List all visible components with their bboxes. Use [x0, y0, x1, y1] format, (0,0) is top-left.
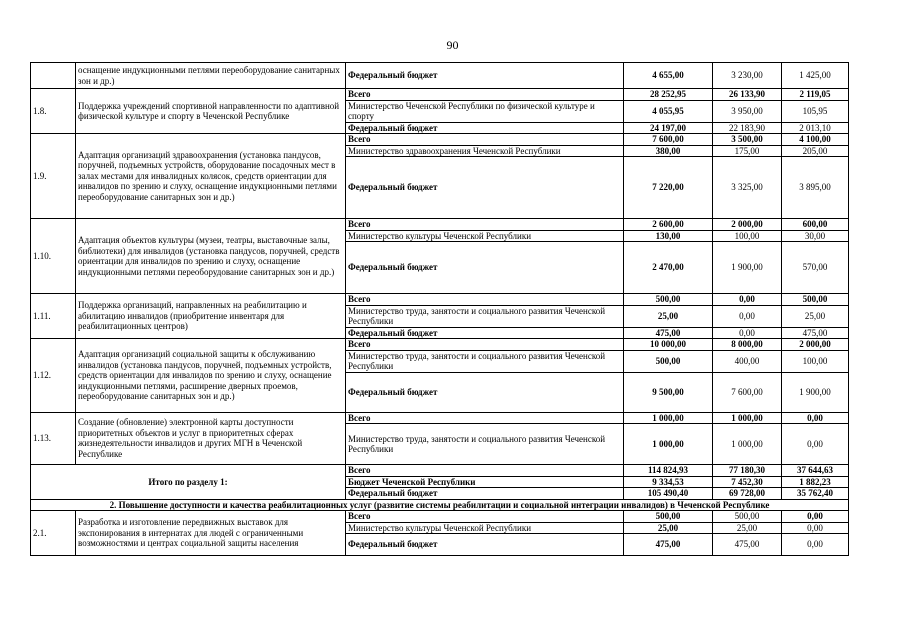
value-total: 25,00: [624, 522, 713, 534]
value-year-1: 475,00: [713, 534, 782, 556]
value-year-2: 1 882,23: [782, 476, 849, 488]
value-total: 114 824,93: [624, 465, 713, 477]
row-number: 1.10.: [31, 219, 76, 294]
value-year-2: 2 000,00: [782, 339, 849, 351]
funding-source: Министерство труда, занятости и социального развития Чеченской Республики: [346, 424, 624, 465]
section-total-label: Итого по разделу 1:: [31, 465, 346, 500]
value-year-1: 77 180,30: [713, 465, 782, 477]
funding-source: Всего: [346, 511, 624, 523]
funding-source: Бюджет Чеченской Республики: [346, 476, 624, 488]
value-total: 1 000,00: [624, 412, 713, 424]
value-total: 10 000,00: [624, 339, 713, 351]
value-year-2: 100,00: [782, 350, 849, 372]
value-total: 4 655,00: [624, 63, 713, 89]
measure-description: Разработка и изготовление передвижных выставок для экспонирования в интернатах для людей с ограниченными возможностями и центрах социальной защиты населения: [76, 511, 346, 556]
row-number: 2.1.: [31, 511, 76, 556]
value-total: 500,00: [624, 350, 713, 372]
value-year-1: 175,00: [713, 145, 782, 157]
value-year-2: 25,00: [782, 305, 849, 327]
value-year-1: 22 183,90: [713, 122, 782, 134]
value-year-1: 1 900,00: [713, 242, 782, 294]
value-total: 500,00: [624, 511, 713, 523]
table-row: [31, 134, 849, 146]
value-year-1: 3 500,00: [713, 134, 782, 146]
table-row: [31, 465, 849, 477]
funding-source: Федеральный бюджет: [346, 242, 624, 294]
funding-source: Министерство здравоохранения Чеченской Республики: [346, 145, 624, 157]
value-year-1: 100,00: [713, 230, 782, 242]
funding-source: Всего: [346, 294, 624, 306]
value-year-2: 0,00: [782, 534, 849, 556]
row-number: 1.11.: [31, 294, 76, 339]
page-number: 90: [446, 38, 459, 52]
value-year-1: 3 325,00: [713, 157, 782, 219]
value-year-1: 7 600,00: [713, 372, 782, 412]
row-number: 1.12.: [31, 339, 76, 413]
value-year-1: 1 000,00: [713, 412, 782, 424]
value-total: 130,00: [624, 230, 713, 242]
value-year-1: 0,00: [713, 305, 782, 327]
value-total: 2 470,00: [624, 242, 713, 294]
value-total: 475,00: [624, 534, 713, 556]
value-year-2: 37 644,63: [782, 465, 849, 477]
table-row: [31, 89, 849, 101]
budget-table: [30, 62, 849, 556]
value-total: 2 600,00: [624, 219, 713, 231]
value-year-1: 2 000,00: [713, 219, 782, 231]
value-year-1: 400,00: [713, 350, 782, 372]
value-year-1: 69 728,00: [713, 488, 782, 500]
value-year-2: 2 013,10: [782, 122, 849, 134]
value-total: 24 197,00: [624, 122, 713, 134]
funding-source: Федеральный бюджет: [346, 327, 624, 339]
value-year-1: 25,00: [713, 522, 782, 534]
value-year-1: 3 950,00: [713, 100, 782, 122]
value-year-2: 4 100,00: [782, 134, 849, 146]
value-year-2: 0,00: [782, 522, 849, 534]
value-total: 105 490,40: [624, 488, 713, 500]
value-year-2: 30,00: [782, 230, 849, 242]
value-year-1: 8 000,00: [713, 339, 782, 351]
value-total: 7 600,00: [624, 134, 713, 146]
table-row: [31, 511, 849, 523]
value-total: 475,00: [624, 327, 713, 339]
value-total: 4 055,95: [624, 100, 713, 122]
value-total: 28 252,95: [624, 89, 713, 101]
value-year-2: 205,00: [782, 145, 849, 157]
value-year-2: 1 900,00: [782, 372, 849, 412]
value-year-2: 500,00: [782, 294, 849, 306]
funding-source: Федеральный бюджет: [346, 372, 624, 412]
funding-source: Министерство труда, занятости и социального развития Чеченской Республики: [346, 305, 624, 327]
table-row: [31, 339, 849, 351]
value-year-1: 500,00: [713, 511, 782, 523]
funding-source: Всего: [346, 89, 624, 101]
value-year-1: 26 133,90: [713, 89, 782, 101]
value-year-1: 0,00: [713, 327, 782, 339]
table-row: [31, 219, 849, 231]
funding-source: Всего: [346, 339, 624, 351]
value-total: 9 500,00: [624, 372, 713, 412]
measure-description: Адаптация организаций здравоохранения (установка пандусов, поручней, подъемных устройств, оборудование посадочных мест в залах местами для инвалидных колясок, средств ориентации для инвалидов по зрению и слуху, оснащение индукционными петлями переоборудование санитарных зон и др.): [76, 134, 346, 219]
value-year-2: 2 119,05: [782, 89, 849, 101]
funding-source: Федеральный бюджет: [346, 534, 624, 556]
table-row: [31, 412, 849, 424]
row-number: 1.13.: [31, 412, 76, 465]
funding-source: Министерство труда, занятости и социального развития Чеченской Республики: [346, 350, 624, 372]
value-total: 7 220,00: [624, 157, 713, 219]
funding-source: Всего: [346, 219, 624, 231]
funding-source: Всего: [346, 412, 624, 424]
value-year-1: 1 000,00: [713, 424, 782, 465]
measure-description: Адаптация объектов культуры (музеи, театры, выставочные залы, библиотеки) для инвалидов (установка пандусов, поручней, средств ориентации для инвалидов по зрению и слуху, оснащение индукционными петлями переоборудование санитарных зон и др.): [76, 219, 346, 294]
table-row: [31, 63, 849, 89]
value-year-2: 600,00: [782, 219, 849, 231]
value-year-1: 3 230,00: [713, 63, 782, 89]
row-number: 1.9.: [31, 134, 76, 219]
value-year-1: 7 452,30: [713, 476, 782, 488]
value-year-2: 475,00: [782, 327, 849, 339]
value-year-2: 0,00: [782, 424, 849, 465]
value-year-2: 3 895,00: [782, 157, 849, 219]
funding-source: Федеральный бюджет: [346, 122, 624, 134]
measure-description: Поддержка учреждений спортивной направленности по адаптивной физической культуре и спорту в Чеченской Республике: [76, 89, 346, 134]
value-year-2: 105,95: [782, 100, 849, 122]
row-number: 1.8.: [31, 89, 76, 134]
value-total: 1 000,00: [624, 424, 713, 465]
funding-source: Федеральный бюджет: [346, 63, 624, 89]
value-total: 380,00: [624, 145, 713, 157]
table-row: [31, 499, 849, 511]
value-total: 500,00: [624, 294, 713, 306]
value-year-2: 35 762,40: [782, 488, 849, 500]
measure-description: Создание (обновление) электронной карты доступности приоритетных объектов и услуг в приоритетных сферах жизнедеятельности инвалидов и других МГН в Чеченской Республике: [76, 412, 346, 465]
measure-description: оснащение индукционными петлями переоборудование санитарных зон и др.): [76, 63, 346, 89]
funding-source: Министерство культуры Чеченской Республики: [346, 230, 624, 242]
value-year-2: 570,00: [782, 242, 849, 294]
section-heading: 2. Повышение доступности и качества реабилитационных услуг (развитие системы реабилитации и социальной интеграции инвалидов) в Чеченской Республике: [31, 499, 849, 511]
funding-source: Федеральный бюджет: [346, 157, 624, 219]
value-year-2: 1 425,00: [782, 63, 849, 89]
table-row: [31, 294, 849, 306]
value-year-2: 0,00: [782, 511, 849, 523]
value-year-2: 0,00: [782, 412, 849, 424]
value-total: 25,00: [624, 305, 713, 327]
funding-source: Министерство культуры Чеченской Республики: [346, 522, 624, 534]
value-year-1: 0,00: [713, 294, 782, 306]
funding-source: Всего: [346, 134, 624, 146]
row-number: [31, 63, 76, 89]
measure-description: Адаптация организаций социальной защиты к обслуживанию инвалидов (установка пандусов, поручней, подъемных устройств, средств ориентации для инвалидов по зрению и слуху, оснащение индукционными петлями, расширение дверных проемов, переоборудование санитарных зон и др.): [76, 339, 346, 413]
funding-source: Федеральный бюджет: [346, 488, 624, 500]
value-total: 9 334,53: [624, 476, 713, 488]
measure-description: Поддержка организаций, направленных на реабилитацию и абилитацию инвалидов (приобритение инвентаря для реабилитационных центров): [76, 294, 346, 339]
funding-source: Министерство Чеченской Республики по физической культуре и спорту: [346, 100, 624, 122]
funding-source: Всего: [346, 465, 624, 477]
